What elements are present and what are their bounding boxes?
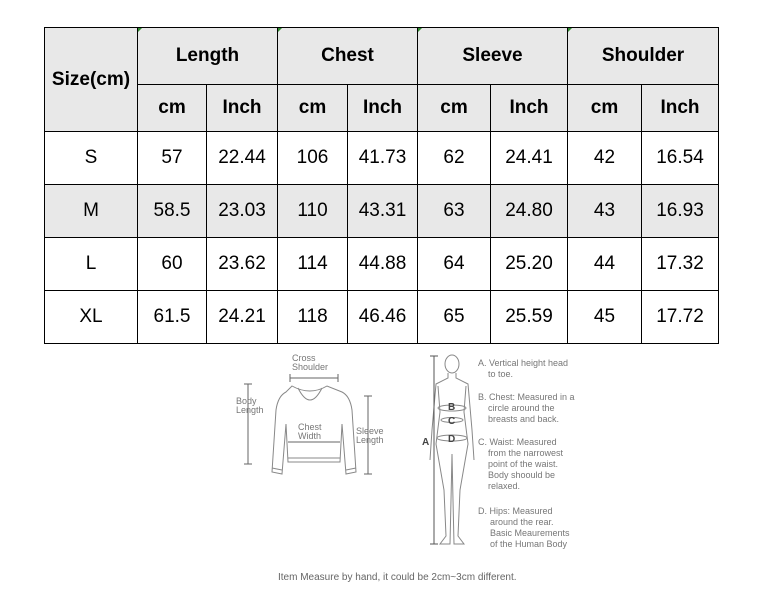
mark-a: A bbox=[422, 437, 430, 448]
value-cell: 57 bbox=[138, 132, 207, 185]
chest-width-label: Chest bbox=[298, 422, 322, 432]
note-c: C. Waist: Measured bbox=[478, 437, 557, 447]
size-cell: M bbox=[45, 185, 138, 238]
footer-note: Item Measure by hand, it could be 2cm~3cm different. bbox=[278, 572, 517, 583]
value-cell: 44 bbox=[568, 238, 642, 291]
cross-shoulder-label: Shoulder bbox=[292, 362, 329, 372]
unit-header: cm bbox=[418, 85, 491, 132]
value-cell: 118 bbox=[278, 291, 348, 344]
note-d: D. Hips: Measured bbox=[478, 506, 553, 516]
value-cell: 23.03 bbox=[207, 185, 278, 238]
value-cell: 41.73 bbox=[348, 132, 418, 185]
size-chart-table bbox=[44, 27, 719, 344]
unit-header: Inch bbox=[642, 85, 719, 132]
table-row bbox=[45, 291, 719, 344]
value-cell: 17.32 bbox=[642, 238, 719, 291]
value-cell: 110 bbox=[278, 185, 348, 238]
length-header: Length bbox=[138, 28, 278, 85]
note-d: Basic Meaurements bbox=[490, 528, 570, 538]
note-c: from the narrowest bbox=[488, 448, 564, 458]
size-cell: L bbox=[45, 238, 138, 291]
value-cell: 24.41 bbox=[491, 132, 568, 185]
value-cell: 65 bbox=[418, 291, 491, 344]
sleeve-length-label: Length bbox=[356, 435, 384, 445]
unit-header: Inch bbox=[207, 85, 278, 132]
chest-header: Chest bbox=[278, 28, 418, 85]
note-b: circle around the bbox=[488, 403, 555, 413]
note-c: point of the waist. bbox=[488, 459, 559, 469]
mark-c: C bbox=[448, 416, 456, 427]
note-d: around the rear. bbox=[490, 517, 554, 527]
table-row bbox=[45, 185, 719, 238]
chest-width-label: Width bbox=[298, 431, 322, 441]
unit-header: Inch bbox=[348, 85, 418, 132]
value-cell: 106 bbox=[278, 132, 348, 185]
sleeve-header: Sleeve bbox=[418, 28, 568, 85]
value-cell: 45 bbox=[568, 291, 642, 344]
sleeve-length-label: Sleeve bbox=[356, 426, 384, 436]
value-cell: 64 bbox=[418, 238, 491, 291]
value-cell: 17.72 bbox=[642, 291, 719, 344]
table-row bbox=[45, 132, 719, 185]
value-cell: 62 bbox=[418, 132, 491, 185]
value-cell: 23.62 bbox=[207, 238, 278, 291]
body-length-label: Length bbox=[236, 405, 264, 415]
size-header: Size(cm) bbox=[45, 28, 138, 132]
note-d: of the Human Body bbox=[490, 539, 568, 549]
unit-header: Inch bbox=[491, 85, 568, 132]
body-length-label: Body bbox=[236, 396, 257, 406]
unit-header: cm bbox=[278, 85, 348, 132]
note-a: to toe. bbox=[488, 369, 514, 379]
note-a: A. Vertical height head bbox=[478, 358, 569, 368]
value-cell: 46.46 bbox=[348, 291, 418, 344]
value-cell: 24.80 bbox=[491, 185, 568, 238]
value-cell: 114 bbox=[278, 238, 348, 291]
note-c: Body shoould be bbox=[488, 470, 556, 480]
value-cell: 24.21 bbox=[207, 291, 278, 344]
size-cell: XL bbox=[45, 291, 138, 344]
value-cell: 42 bbox=[568, 132, 642, 185]
note-b: B. Chest: Measured in a bbox=[478, 392, 575, 402]
value-cell: 60 bbox=[138, 238, 207, 291]
size-cell: S bbox=[45, 132, 138, 185]
mark-b: B bbox=[448, 402, 456, 413]
value-cell: 25.59 bbox=[491, 291, 568, 344]
value-cell: 58.5 bbox=[138, 185, 207, 238]
table-row bbox=[45, 238, 719, 291]
value-cell: 63 bbox=[418, 185, 491, 238]
measurement-notes bbox=[476, 356, 596, 556]
note-b: breasts and back. bbox=[488, 414, 560, 424]
value-cell: 44.88 bbox=[348, 238, 418, 291]
garment-diagram bbox=[230, 350, 400, 490]
shoulder-header: Shoulder bbox=[568, 28, 719, 85]
value-cell: 25.20 bbox=[491, 238, 568, 291]
value-cell: 16.54 bbox=[642, 132, 719, 185]
unit-header: cm bbox=[568, 85, 642, 132]
cross-shoulder-label: Cross bbox=[292, 353, 316, 363]
mark-d: D bbox=[448, 434, 456, 445]
value-cell: 61.5 bbox=[138, 291, 207, 344]
value-cell: 43.31 bbox=[348, 185, 418, 238]
note-c: relaxed. bbox=[488, 481, 521, 491]
value-cell: 22.44 bbox=[207, 132, 278, 185]
value-cell: 16.93 bbox=[642, 185, 719, 238]
unit-header: cm bbox=[138, 85, 207, 132]
value-cell: 43 bbox=[568, 185, 642, 238]
